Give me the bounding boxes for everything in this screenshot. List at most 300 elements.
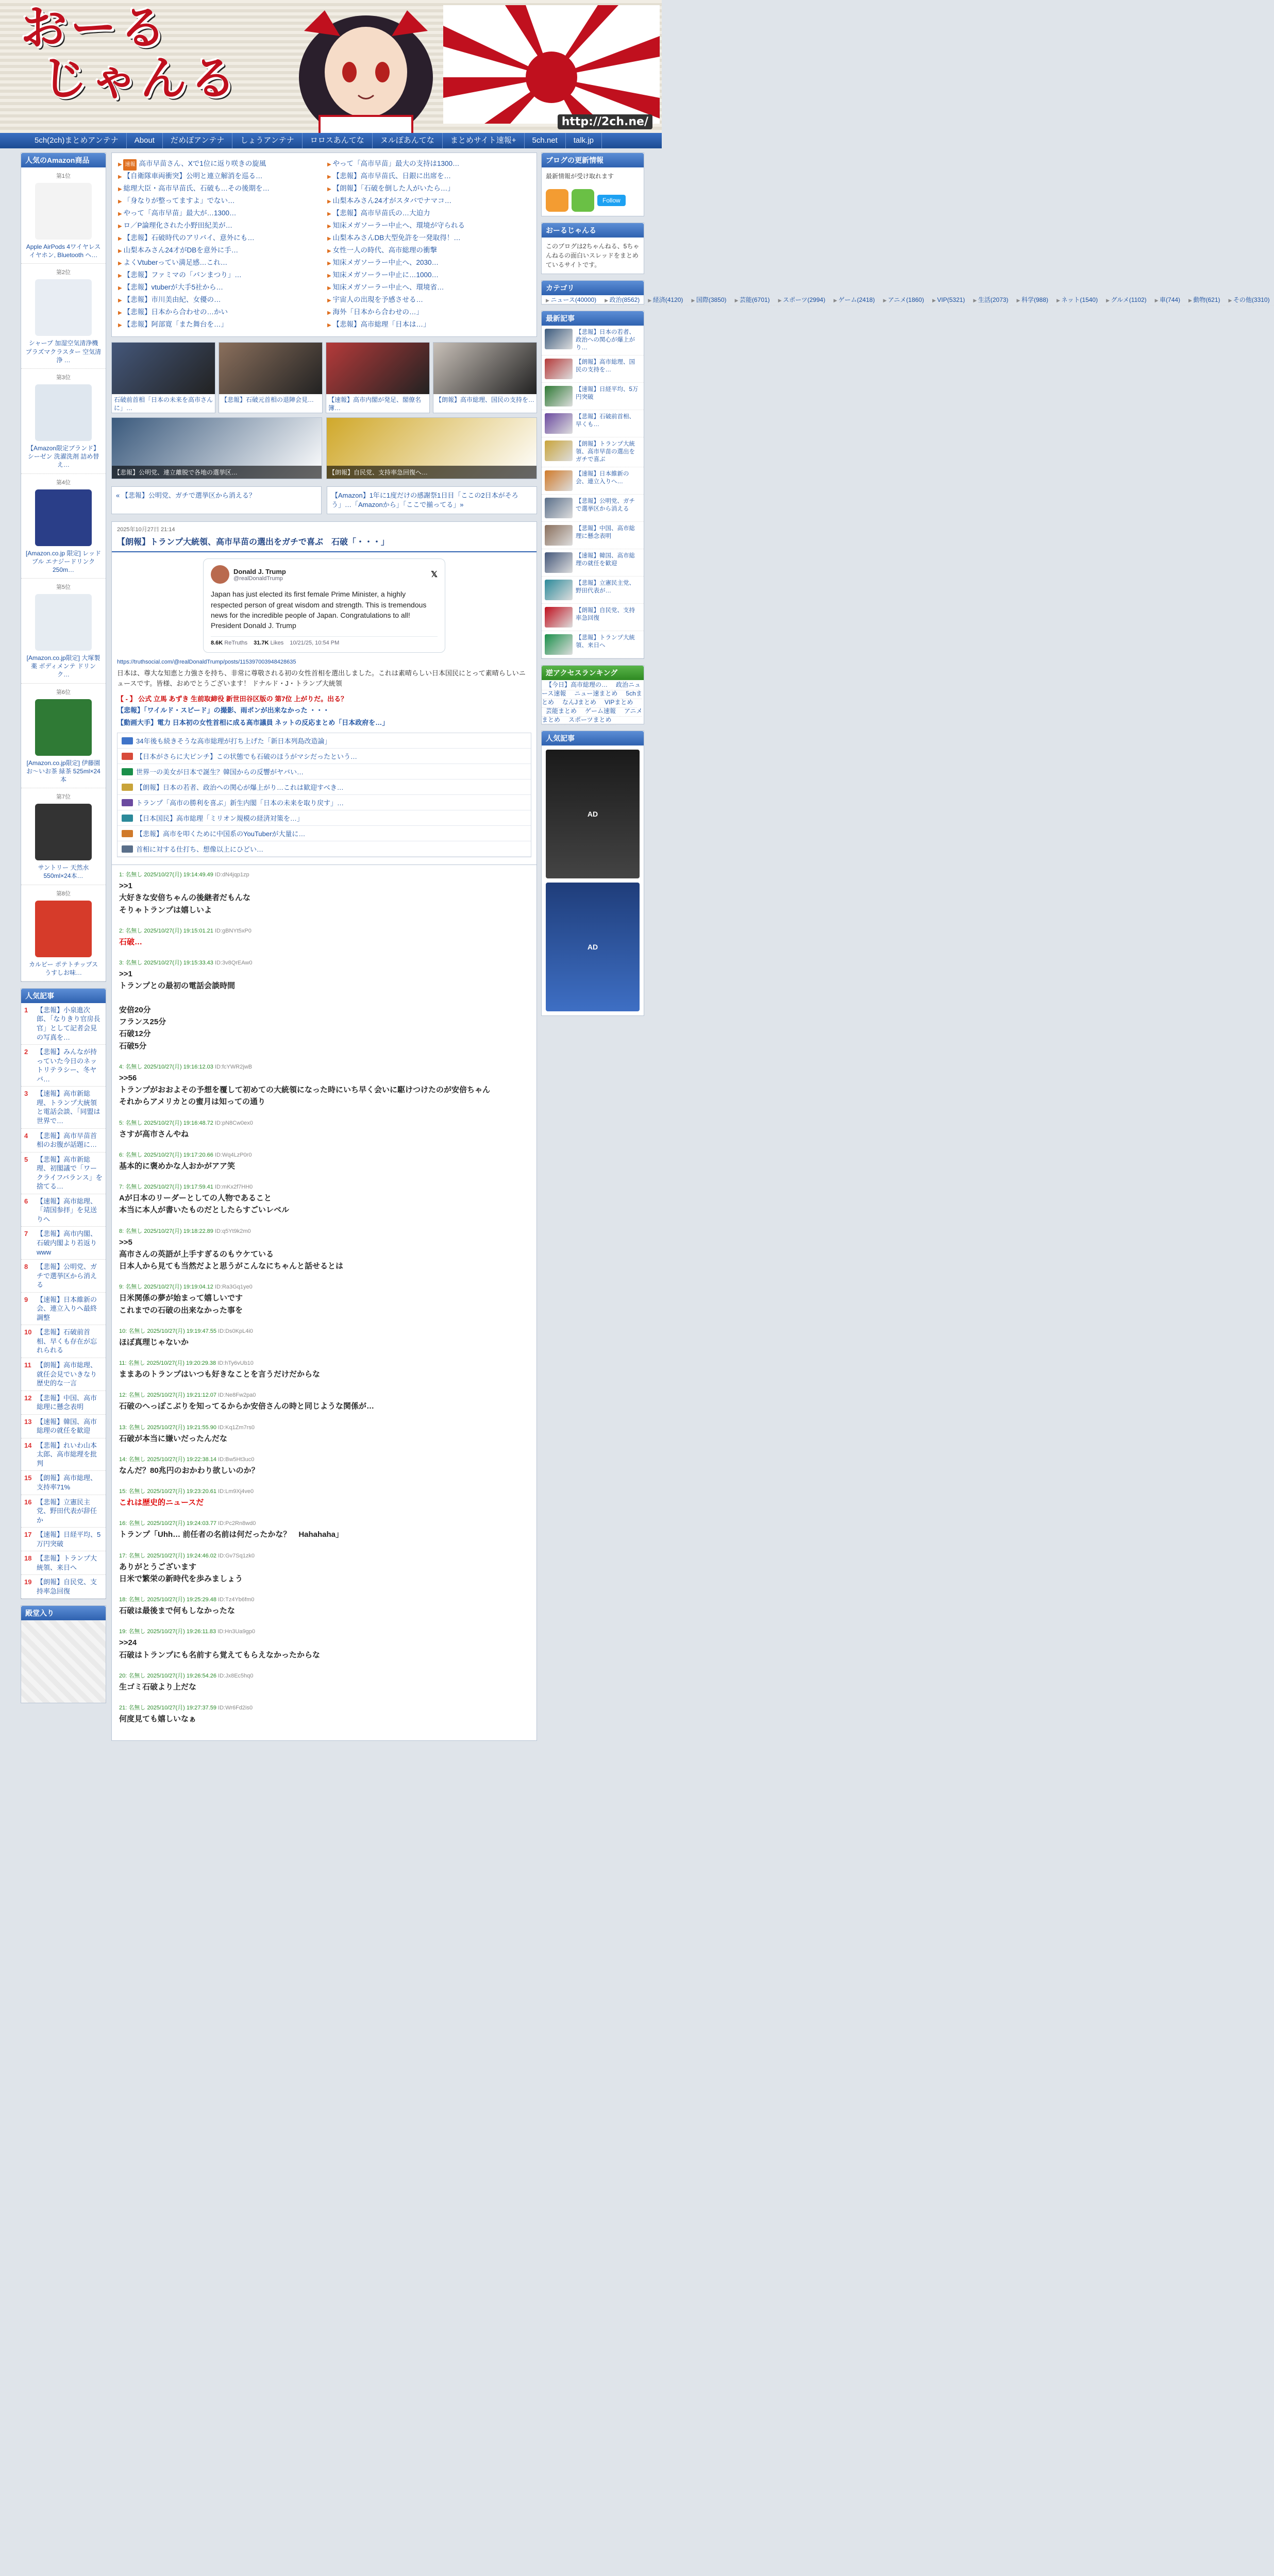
- amazon-product-name[interactable]: サントリー 天然水 550ml×24本…: [38, 864, 89, 880]
- latest-article[interactable]: [542, 410, 644, 437]
- category-link[interactable]: ▶ その他(3310): [1224, 295, 1273, 306]
- access-ranking-item[interactable]: スポーツまとめ: [564, 715, 616, 725]
- access-ranking-list: [542, 680, 644, 724]
- category-link[interactable]: ▶ 科学(988): [1013, 295, 1052, 306]
- like-label: Likes: [270, 639, 284, 646]
- access-ranking-item[interactable]: アニメまとめ: [542, 706, 642, 725]
- ranking-number: 1: [24, 1006, 28, 1014]
- category-link[interactable]: ▶ ゲーム(2418): [829, 295, 879, 306]
- amazon-product-name[interactable]: カルビー ポテトチップス うすしお味…: [28, 960, 98, 976]
- access-ranking-item[interactable]: VIPまとめ: [600, 697, 637, 708]
- comment-id: ID:Tz4Yb6fm0: [218, 1597, 255, 1603]
- ranking-title[interactable]: 【悲報】中国、高市総理に懸念表明: [37, 1394, 97, 1411]
- feedly-icon[interactable]: [572, 189, 594, 212]
- access-ranking-item[interactable]: ゲーム速報: [581, 706, 620, 717]
- related-article-icon: [122, 799, 133, 806]
- access-ranking-item[interactable]: 5chまとめ: [542, 688, 642, 708]
- comment-author: 名無し: [125, 1120, 143, 1126]
- latest-article-title[interactable]: 【悲報】立憲民主党、野田代表が…: [576, 580, 635, 594]
- comment-header: 2: 名無し 2025/10/27(月) 19:15:01.21 ID:gBNYt5xP0: [119, 927, 252, 934]
- ranking-item[interactable]: [21, 1391, 106, 1415]
- category-link[interactable]: ▶ ネット(1540): [1052, 295, 1102, 306]
- hall-of-fame-image[interactable]: [21, 1620, 106, 1703]
- platform-logo-icon: 𝕏: [431, 570, 438, 580]
- amazon-product-name[interactable]: [Amazon.co.jp限定] 伊藤園 お〜いお茶 緑茶 525ml×24本: [26, 759, 100, 783]
- latest-article[interactable]: [542, 437, 644, 467]
- access-ranking-item[interactable]: 【今日】高市総理の…: [542, 680, 612, 690]
- latest-article-title[interactable]: 【速報】日本維新の会、連立入りへ…: [576, 470, 629, 485]
- ranking-number: 18: [24, 1554, 32, 1563]
- ranking-title[interactable]: 【悲報】小泉進次郎、「なりきり官房長官」として記者会見の写真を…: [37, 1006, 100, 1041]
- ranking-title[interactable]: 【朗報】高市総理、就任会見でいきなり歴史的な一言: [37, 1361, 97, 1387]
- source-url[interactable]: https://truthsocial.com/@realDonaldTrump/posts/115397003948428635: [117, 658, 296, 665]
- ranking-title[interactable]: 【朗報】自民党、支持率急回復: [37, 1578, 97, 1595]
- ranking-title[interactable]: 【悲報】みんなが持っていた今日のネットリテラシー、冬ヤバ…: [37, 1048, 97, 1083]
- headline-text: やって「高市早苗」最大が…1300…: [123, 209, 237, 217]
- latest-article-title[interactable]: 【悲報】中国、高市総理に懸念表明: [576, 525, 635, 539]
- amazon-product-name[interactable]: シャープ 加湿空気清浄機 プラズマクラスター 空気清浄 …: [25, 340, 102, 364]
- rising-sun-flag-graphic: [443, 5, 660, 124]
- headline-link[interactable]: [118, 220, 321, 232]
- amazon-rank: 第4位: [56, 479, 71, 486]
- amazon-rank: 第6位: [56, 689, 71, 696]
- ranking-title[interactable]: 【悲報】高市内閣、石破内閣より若返りwww: [37, 1230, 97, 1256]
- featured-banners: [111, 417, 537, 479]
- comment: [119, 1595, 529, 1617]
- category-link[interactable]: ▶ ニュース(40000): [542, 295, 600, 306]
- comment-body: >>56 トランプがおおよその予想を覆して初めての大統領になった時にいち早く会いに駆けつけたのが安倍ちゃん それからアメリカとの蜜月は知っての通り: [119, 1073, 491, 1107]
- comment: [119, 1487, 529, 1509]
- headline-link[interactable]: [327, 245, 530, 257]
- comment-id: ID:Ne8Fw2pa0: [218, 1392, 256, 1399]
- featured-banner[interactable]: [326, 417, 537, 479]
- latest-article[interactable]: [542, 604, 644, 631]
- ranking-number: 10: [24, 1328, 32, 1336]
- amazon-item[interactable]: [21, 684, 106, 789]
- headline-text: 【悲報】vtuberが大手5社から…: [123, 283, 223, 291]
- comment: [119, 1150, 529, 1172]
- ranking-item[interactable]: [21, 1358, 106, 1391]
- headline-link[interactable]: [327, 171, 530, 183]
- ranking-title[interactable]: 【朗報】高市総理、支持率71%: [37, 1474, 97, 1491]
- thumbnail-image: [219, 343, 322, 394]
- ranking-item[interactable]: [21, 1260, 106, 1293]
- headline-link[interactable]: [327, 232, 530, 245]
- ranking-item[interactable]: [21, 1438, 106, 1471]
- headline-link[interactable]: [327, 257, 530, 269]
- comment: [119, 870, 529, 916]
- thumbnail-caption[interactable]: 【速報】高市内閣が発足、閣僚名簿…: [328, 396, 422, 412]
- headline-link[interactable]: [327, 269, 530, 282]
- nav-item-nurupo[interactable]: ヌルぽあんてな: [373, 133, 443, 148]
- comment-body: 石破…: [119, 937, 143, 946]
- nav-item-about[interactable]: About: [127, 133, 163, 148]
- comment: [119, 958, 529, 1052]
- latest-article[interactable]: [542, 467, 644, 495]
- amazon-item[interactable]: [21, 264, 106, 369]
- amazon-product-image[interactable]: [35, 279, 92, 336]
- latest-article[interactable]: [542, 549, 644, 577]
- amazon-product-image[interactable]: [35, 901, 92, 957]
- latest-article-title[interactable]: 【悲報】石破前首相、早くも…: [576, 413, 635, 428]
- headline-link[interactable]: [327, 195, 530, 208]
- follow-button[interactable]: Follow: [597, 195, 626, 206]
- related-articles: [117, 733, 531, 857]
- latest-article-title[interactable]: 【朗報】自民党、支持率急回復: [576, 607, 635, 621]
- headline-text: 知床メガソーラー中止へ、2030…: [332, 259, 439, 266]
- headline-text: 女性一人の時代、高市総理の衝撃: [332, 246, 437, 254]
- latest-article[interactable]: [542, 355, 644, 383]
- ranking-item[interactable]: [21, 1415, 106, 1438]
- category-link[interactable]: ▶ 国際(3850): [687, 295, 730, 306]
- thumbnail-caption[interactable]: 【朗報】高市総理、国民の支持を…: [435, 396, 535, 403]
- comment-id: ID:q5Yt9k2m0: [214, 1228, 251, 1234]
- headline-link[interactable]: [118, 208, 321, 220]
- headline-text: よくVtuberってい満足感…これ…: [123, 259, 228, 266]
- nav-item-5ch[interactable]: 5ch.net: [525, 133, 566, 148]
- headline-link[interactable]: [327, 319, 530, 331]
- category-link[interactable]: ▶ グルメ(1102): [1102, 295, 1151, 306]
- promo-line-blue-1[interactable]: 【悲報】「ワイルド・スピード」の撮影、雨ポンが出来なかった ・・・: [117, 706, 330, 715]
- headline-link[interactable]: [327, 282, 530, 294]
- latest-article[interactable]: [542, 383, 644, 410]
- headline-link[interactable]: [118, 158, 321, 171]
- related-article-link[interactable]: [118, 826, 531, 841]
- headline-link[interactable]: [118, 294, 321, 307]
- amazon-product-image[interactable]: [35, 594, 92, 651]
- access-ranking-item[interactable]: ニュー速まとめ: [570, 688, 622, 699]
- thumbnail-caption[interactable]: 【悲報】石破元首相の退陣会見…: [221, 396, 314, 403]
- comment-number: 6: [119, 1151, 123, 1158]
- amazon-ranking-title: 人気のAmazon商品: [21, 153, 106, 167]
- headline-text: 【悲報】石破時代のアリバイ、意外にも…: [123, 234, 255, 242]
- ranking-title[interactable]: 【速報】高市新総理、トランプ大統領と電話会談、「同盟は世界で…: [37, 1090, 100, 1125]
- latest-article-title[interactable]: 【速報】韓国、高市総理の就任を歓迎: [576, 552, 635, 567]
- comment-author: 名無し: [128, 1705, 146, 1711]
- amazon-item[interactable]: [21, 167, 106, 264]
- promo-line-blue-2[interactable]: 【動画大手】電力 日本初の女性首相に成る高市議員 ネットの反応まとめ「日本政府を…」: [117, 718, 389, 726]
- comment-date: 2025/10/27(月) 19:15:01.21: [144, 927, 213, 934]
- ranking-title[interactable]: 【悲報】れいわ山本太郎、高市総理を批判: [37, 1441, 97, 1467]
- site-url[interactable]: http://2ch.ne/: [558, 114, 652, 129]
- ranking-item[interactable]: [21, 1528, 106, 1551]
- related-article-icon: [122, 845, 133, 853]
- ranking-item[interactable]: [21, 1129, 106, 1153]
- ranking-number: 13: [24, 1417, 32, 1426]
- category-link[interactable]: ▶ 政治(8562): [600, 295, 644, 306]
- comment-number: 19: [119, 1629, 126, 1635]
- amazon-product-image[interactable]: [35, 804, 92, 860]
- headline-text: 知床メガソーラー中止へ、環境省…: [332, 283, 444, 291]
- headline-text: 【悲報】高市早苗氏、日銀に出席を…: [332, 172, 451, 180]
- ranking-title[interactable]: 【悲報】公明党、ガチで選挙区から消える: [37, 1263, 97, 1289]
- ranking-title[interactable]: 【悲報】石破前首相、早くも存在が忘れられる: [37, 1328, 97, 1354]
- nav-item-damepo[interactable]: だめぽアンテナ: [163, 133, 232, 148]
- ad-slot-2[interactable]: AD: [546, 883, 640, 1011]
- headline-text: 総理大臣・高市早苗氏、石破も…その後期を…: [123, 184, 270, 192]
- article-title: 【朗報】トランプ大統領、高市早苗の選出をガチで喜ぶ 石破「・・・」: [112, 533, 537, 552]
- logo-line-1: おーる: [21, 1, 169, 55]
- latest-article-thumbnail: [545, 580, 573, 600]
- related-article-link[interactable]: [118, 749, 531, 764]
- ad-slot-1[interactable]: AD: [546, 750, 640, 878]
- category-link[interactable]: ▶ スポーツ(2994): [774, 295, 830, 306]
- related-article-link[interactable]: [118, 841, 531, 857]
- banner-caption: 【朗報】自民党、支持率急回復へ…: [327, 466, 537, 479]
- comment-date: 2025/10/27(月) 19:19:47.55: [147, 1328, 216, 1334]
- comment-number: 15: [119, 1488, 126, 1495]
- latest-article[interactable]: [542, 631, 644, 658]
- category-link[interactable]: ▶ 生活(2073): [969, 295, 1012, 306]
- comment-date: 2025/10/27(月) 19:24:03.77: [147, 1520, 216, 1527]
- latest-article-thumbnail: [545, 359, 573, 379]
- comment-number: 7: [119, 1184, 123, 1191]
- access-ranking-item[interactable]: 政治ニュース速報: [542, 680, 641, 699]
- headline-link[interactable]: [118, 171, 321, 183]
- rss-icon[interactable]: [546, 189, 568, 212]
- ranking-item[interactable]: [21, 1551, 106, 1575]
- ranking-item[interactable]: [21, 1471, 106, 1495]
- latest-article-title[interactable]: 【悲報】トランプ大統領、来日へ: [576, 634, 635, 649]
- amazon-item[interactable]: [21, 579, 106, 684]
- related-article-text: 【朗報】日本の若者、政治への関心が爆上がり…これは歓迎すべき…: [136, 784, 344, 792]
- ranking-title[interactable]: 【悲報】高市早苗首相のお腹が話題に…: [37, 1131, 97, 1149]
- comment-header: 16: 名無し 2025/10/27(月) 19:24:03.77 ID:Pc2Rn8wd0: [119, 1520, 256, 1527]
- category-link[interactable]: ▶ 車(744): [1151, 295, 1184, 306]
- headline-link[interactable]: [118, 282, 321, 294]
- headline-link[interactable]: [118, 257, 321, 269]
- ranking-title[interactable]: 【悲報】トランプ大統領、来日へ: [37, 1554, 97, 1571]
- comment-header: 17: 名無し 2025/10/27(月) 19:24:46.02 ID:Gv7Sq1zk0: [119, 1552, 255, 1559]
- related-article-link[interactable]: [118, 779, 531, 795]
- comment-author: 名無し: [125, 960, 143, 967]
- category-box: [541, 280, 1270, 304]
- featured-thumbnail[interactable]: [219, 342, 323, 413]
- ranking-title[interactable]: 【速報】日経平均、5万円突破: [37, 1531, 101, 1548]
- latest-article-title[interactable]: 【朗報】高市総理、国民の支持を…: [576, 359, 635, 373]
- amazon-list: [21, 167, 106, 981]
- category-title: カテゴリ: [542, 281, 644, 295]
- ranking-item[interactable]: [21, 1045, 106, 1087]
- comment-author: 名無し: [128, 1488, 146, 1495]
- headline-text: 【悲報】ファミマの「バンまつり」…: [123, 271, 242, 279]
- comment-id: ID:Ra3Gq1ye0: [214, 1284, 253, 1291]
- promo-line-red[interactable]: 【 - 】 公式 立馬 あずき 生前取締役 新世田谷区版の 第7位 上がりだ。出る？: [117, 695, 348, 703]
- latest-article-title[interactable]: 【朗報】トランプ大統領、高市早苗の選出をガチで喜ぶ: [576, 440, 635, 463]
- comment-author: 名無し: [128, 1672, 146, 1679]
- ranking-number: 4: [24, 1131, 28, 1140]
- comment-id: ID:mKx2f7HH0: [214, 1184, 253, 1191]
- related-article-text: 世界一の美女が日本で誕生？韓国からの反響がヤバい…: [136, 768, 304, 776]
- headline-link[interactable]: [118, 307, 321, 319]
- headline-link[interactable]: [327, 220, 530, 232]
- comment-number: 21: [119, 1705, 126, 1711]
- access-ranking-item[interactable]: なんJまとめ: [558, 697, 600, 708]
- amazon-item[interactable]: [21, 788, 106, 885]
- ranking-item[interactable]: [21, 1495, 106, 1528]
- amazon-product-name[interactable]: [Amazon.co.jp限定] 大塚製薬 ボディメンテ ドリンク…: [26, 654, 100, 679]
- ranking-title[interactable]: 【速報】高市総理、「靖国参拝」を見送りへ: [37, 1197, 97, 1223]
- latest-article-thumbnail: [545, 440, 573, 461]
- featured-thumbnail[interactable]: [433, 342, 537, 413]
- ranking-title[interactable]: 【悲報】立憲民主党、野田代表が辞任か: [37, 1498, 97, 1524]
- ranking-title[interactable]: 【速報】日本維新の会、連立入りへ最終調整: [37, 1295, 97, 1321]
- comment-id: ID:Bw5Ht3uc0: [218, 1456, 255, 1463]
- headline-link[interactable]: [327, 307, 530, 319]
- headline-link[interactable]: [118, 195, 321, 208]
- latest-article[interactable]: [542, 577, 644, 604]
- comment-header: 19: 名無し 2025/10/27(月) 19:26:11.83 ID:Hn3Ua9gp0: [119, 1629, 256, 1635]
- latest-article-title[interactable]: 【悲報】公明党、ガチで選挙区から消える: [576, 498, 635, 512]
- next-article-link[interactable]: 【Amazon】1年に1度だけの感謝祭1日目「ここの2日本がそろう」…「Amazonから」「ここで揃ってる」»: [327, 486, 537, 514]
- amazon-product-image[interactable]: [35, 699, 92, 756]
- headline-link[interactable]: [118, 232, 321, 245]
- category-link[interactable]: ▶ VIP(5321): [928, 295, 969, 306]
- related-article-link[interactable]: [118, 795, 531, 810]
- related-article-link[interactable]: [118, 810, 531, 826]
- about-title: おーるじゃんる: [542, 223, 644, 238]
- headline-link[interactable]: [327, 208, 530, 220]
- headline-text: 知床メガソーラー中止へ、環境が守られる: [332, 222, 465, 229]
- related-article-text: 【日本国民】高市総理「ミリオン規模の経済対策を…」: [136, 815, 304, 823]
- ranking-item[interactable]: [21, 1575, 106, 1599]
- nav-item-antenna[interactable]: 5ch(2ch)まとめアンテナ: [27, 133, 127, 148]
- amazon-product-image[interactable]: [35, 384, 92, 441]
- comment: [119, 1282, 529, 1316]
- latest-article-thumbnail: [545, 413, 573, 434]
- amazon-product-name[interactable]: Apple AirPods 4ワイヤレスイヤホン, Bluetooth ヘ…: [26, 243, 101, 259]
- amazon-product-image[interactable]: [35, 489, 92, 546]
- headline-link[interactable]: [118, 245, 321, 257]
- comment: [119, 1455, 529, 1477]
- amazon-product-image[interactable]: [35, 183, 92, 240]
- amazon-product-name[interactable]: 【Amazon限定ブランド】シーゼン 洗濯洗剤 詰め替え…: [27, 444, 100, 469]
- ranking-title[interactable]: 【悲報】高市新総理、初閣議で「ワークライフバランス」を捨てる…: [37, 1155, 103, 1191]
- comment-id: ID:Kq1Zm7rs0: [218, 1424, 255, 1431]
- comment-id: ID:Jx8Ec5hq0: [218, 1672, 254, 1679]
- ranking-item[interactable]: [21, 1087, 106, 1128]
- comment: [119, 1227, 529, 1273]
- latest-article-thumbnail: [545, 386, 573, 406]
- access-ranking-item[interactable]: 芸能まとめ: [542, 706, 581, 717]
- thumbnail-image: [112, 343, 215, 394]
- category-link[interactable]: ▶ 芸能(6701): [731, 295, 774, 306]
- comment-id: ID:hTy6vUb10: [217, 1360, 254, 1367]
- embedded-post[interactable]: [203, 558, 445, 652]
- prev-article-link[interactable]: « 【悲報】公明党、ガチで選挙区から消える？: [111, 486, 322, 514]
- ranking-item[interactable]: [21, 1227, 106, 1260]
- comment-body: なんだ？80兆円のおかわり欲しいのか？: [119, 1466, 259, 1475]
- headline-link[interactable]: [327, 183, 530, 195]
- hall-of-fame-box: [21, 1605, 106, 1703]
- ranking-number: 7: [24, 1230, 28, 1238]
- latest-article[interactable]: [542, 522, 644, 549]
- comment-header: 5: 名無し 2025/10/27(月) 19:16:48.72 ID:pN8Cw0ex0: [119, 1120, 253, 1126]
- comment: [119, 1359, 529, 1380]
- author-name: Donald J. Trump: [233, 567, 286, 575]
- ranking-item[interactable]: [21, 1153, 106, 1194]
- category-link[interactable]: ▶ 経済(4120): [644, 295, 687, 306]
- thumbnail-caption[interactable]: 石破前首相「日本の未来を高市さんに」…: [114, 396, 213, 412]
- headline-link[interactable]: [118, 183, 321, 195]
- related-article-link[interactable]: [118, 764, 531, 779]
- amazon-item[interactable]: [21, 369, 106, 474]
- comment-body: >>5 高市さんの英語が上手すぎるのもウケている 日本人から見ても当然だよと思うがこんなにちゃんと話せるとは: [119, 1238, 344, 1271]
- comment-header: 1: 名無し 2025/10/27(月) 19:14:49.49 ID:dN4jqp1zp: [119, 872, 249, 878]
- comment-body: ままあのトランプはいつも好きなことを言うだけだからな: [119, 1370, 321, 1379]
- comment-id: ID:Lm9Xj4ve0: [218, 1488, 254, 1495]
- comment-header: 12: 名無し 2025/10/27(月) 19:21:12.07 ID:Ne8Fw2pa0: [119, 1392, 256, 1399]
- comment-date: 2025/10/27(月) 19:17:59.41: [144, 1184, 213, 1191]
- comment-header: 4: 名無し 2025/10/27(月) 19:16:12.03 ID:fcYWR2jwB: [119, 1063, 253, 1070]
- comment: [119, 1391, 529, 1412]
- headline-text: 海外「日本から合わせの…」: [332, 308, 423, 316]
- post-stats: [211, 636, 438, 646]
- nav-item-rorosu[interactable]: ロロスあんてな: [303, 133, 373, 148]
- headline-text: 【自衛隊車両衝突】公明と連立解消を巡る…: [123, 172, 263, 180]
- comment-date: 2025/10/27(月) 19:21:12.07: [147, 1392, 216, 1399]
- headline-link[interactable]: [327, 294, 530, 307]
- ranking-title[interactable]: 【速報】韓国、高市総理の就任を歓迎: [37, 1417, 97, 1435]
- latest-article[interactable]: [542, 326, 644, 355]
- headline-link[interactable]: [118, 269, 321, 282]
- headline-text: 【悲報】高市早苗氏の…大迫力: [332, 209, 430, 217]
- amazon-rank: 第8位: [56, 890, 71, 897]
- related-article-text: 首相に対する仕打ち、想像以上にひどい…: [136, 845, 264, 854]
- ranking-item[interactable]: [21, 1003, 106, 1045]
- featured-thumbnail[interactable]: [326, 342, 430, 413]
- comment-date: 2025/10/27(月) 19:17:20.66: [144, 1151, 213, 1158]
- latest-article[interactable]: [542, 495, 644, 522]
- headline-link[interactable]: [327, 158, 530, 171]
- latest-article-thumbnail: [545, 470, 573, 491]
- ranking-item[interactable]: [21, 1194, 106, 1227]
- related-article-icon: [122, 784, 133, 791]
- featured-thumbnail[interactable]: [111, 342, 215, 413]
- site-logo[interactable]: [21, 3, 239, 104]
- comment-date: 2025/10/27(月) 19:16:48.72: [144, 1120, 213, 1126]
- ranking-number: 11: [24, 1361, 31, 1369]
- latest-article-title[interactable]: 【悲報】日本の若者、政治への関心が爆上がり…: [576, 329, 635, 351]
- nav-item-matome[interactable]: まとめサイト速報+: [443, 133, 525, 148]
- amazon-item[interactable]: [21, 885, 106, 981]
- comment-author: 名無し: [125, 1284, 143, 1291]
- ranking-item[interactable]: [21, 1325, 106, 1358]
- latest-article-thumbnail: [545, 607, 573, 628]
- category-link[interactable]: ▶ 動物(621): [1184, 295, 1224, 306]
- nav-item-talk[interactable]: talk.jp: [566, 133, 602, 148]
- comment-header: 6: 名無し 2025/10/27(月) 19:17:20.66 ID:Wq4LzP0r0: [119, 1151, 252, 1158]
- amazon-rank: 第7位: [56, 794, 71, 801]
- headline-text: 【悲報】阿部寛「また舞台を…」: [123, 320, 228, 328]
- translation-text: 日本は、尊大な知恵と力強さを持ち、非常に尊敬される初の女性首相を選出しました。これは素晴らしい日本国民にとって素晴らしいニュースです。皆様、おめでとうございます！ ドナルド・J・トランプ大統領: [117, 669, 526, 688]
- comment-number: 20: [119, 1672, 126, 1679]
- amazon-product-name[interactable]: [Amazon.co.jp 限定] レッドブル エナジードリンク 250m…: [26, 549, 101, 573]
- ranking-item[interactable]: [21, 1293, 106, 1326]
- nav-item-shou[interactable]: しょうアンテナ: [232, 133, 302, 148]
- featured-banner[interactable]: [111, 417, 322, 479]
- related-article-icon: [122, 753, 133, 760]
- comment-body: これは歴史的ニュースだ: [119, 1498, 204, 1507]
- latest-article-title[interactable]: 【速報】日経平均、5万円突破: [576, 386, 639, 400]
- headline-text: 【朗報】「石破を倒した人がいたら…」: [332, 184, 455, 192]
- amazon-item[interactable]: [21, 474, 106, 579]
- headline-link[interactable]: [118, 319, 321, 331]
- comment-date: 2025/10/27(月) 19:27:37.59: [147, 1705, 216, 1711]
- comment-body: ありがとうございます 日米で繁栄の新時代を歩みましょう: [119, 1562, 243, 1583]
- category-link[interactable]: ▶ アニメ(1860): [879, 295, 928, 306]
- related-article-link[interactable]: [118, 733, 531, 749]
